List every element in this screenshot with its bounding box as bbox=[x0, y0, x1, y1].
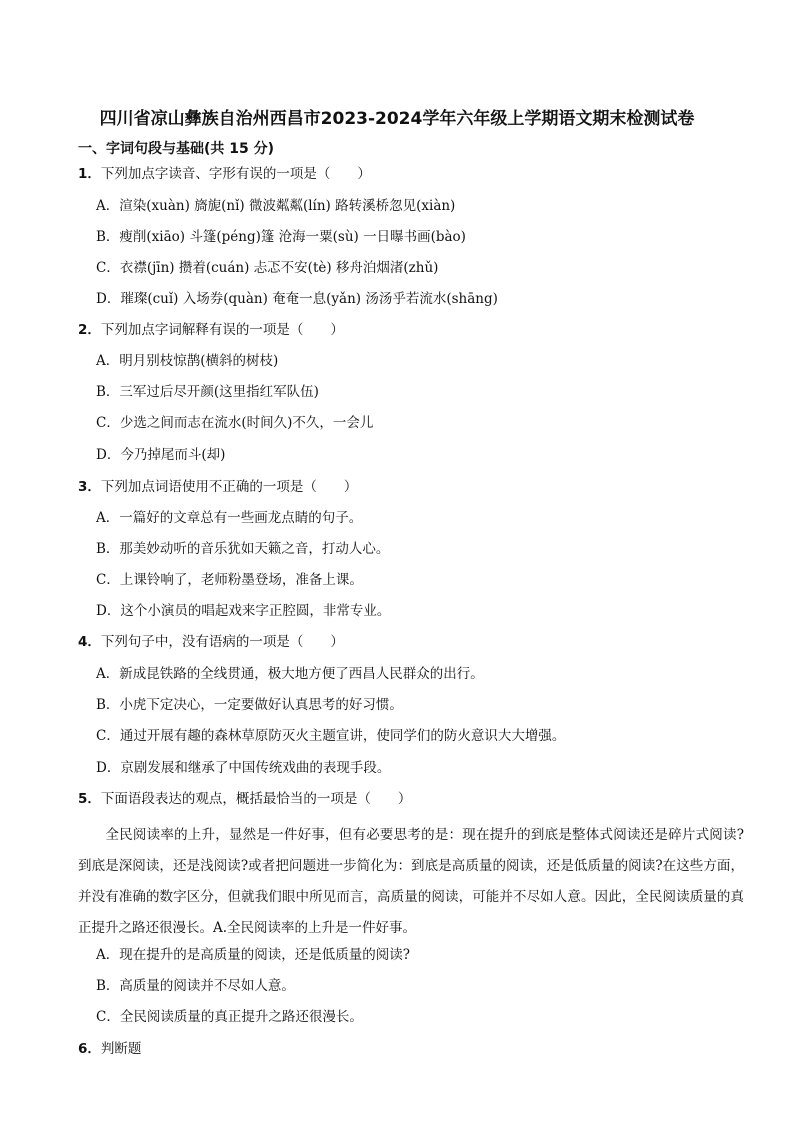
q4-option-a: A．新成昆铁路的全线贯通，极大地方便了西昌人民群众的出行。 bbox=[96, 666, 484, 682]
q5-option-b: B．高质量的阅读并不尽如人意。 bbox=[96, 978, 295, 994]
question-5 bbox=[78, 789, 411, 809]
question-number: 4． bbox=[78, 634, 101, 650]
q1-option-b: B．瘦削(xiāo) 斗篷(péng)篷 沧海一粟(sù) 一日曝书画(bào) bbox=[96, 229, 466, 245]
q1-option-a: A．渲染(xuàn) 旖旎(nǐ) 微波粼粼(lín) 路转溪桥忽见(xiàn) bbox=[96, 198, 456, 214]
section-heading: 一、字词句段与基础(共 15 分) bbox=[78, 141, 275, 157]
question-stem: 下列加点字读音、字形有误的一项是（ ） bbox=[100, 166, 371, 182]
question-stem: 下列句子中，没有语病的一项是（ ） bbox=[100, 634, 344, 650]
question-2 bbox=[78, 320, 344, 340]
q3-option-c: C．上课铃响了，老师粉墨登场，准备上课。 bbox=[96, 572, 363, 588]
question-stem: 下列加点词语使用不正确的一项是（ ） bbox=[100, 479, 358, 495]
q2-option-b: B．三军过后尽开颜(这里指红军队伍) bbox=[96, 384, 319, 400]
q3-option-a: A．一篇好的文章总有一些画龙点睛的句子。 bbox=[96, 510, 363, 526]
question-1 bbox=[78, 164, 371, 184]
q4-option-d: D．京剧发展和继承了中国传统戏曲的表现手段。 bbox=[96, 760, 391, 776]
q4-option-c: C．通过开展有趣的森林草原防灭火主题宣讲，使同学们的防火意识大大增强。 bbox=[96, 728, 566, 744]
question-number: 5． bbox=[78, 791, 101, 807]
q4-option-b: B．小虎下定决心，一定要做好认真思考的好习惯。 bbox=[96, 697, 403, 713]
page-title: 四川省凉山彝族自治州西昌市2023-2024学年六年级上学期语文期末检测试卷 bbox=[99, 109, 695, 129]
q1-option-d: D．璀璨(cuǐ) 入场券(quàn) 奄奄一息(yǎn) 汤汤乎若流水(shāng) bbox=[96, 291, 498, 307]
question-stem: 下面语段表达的观点，概括最恰当的一项是（ ） bbox=[100, 791, 412, 807]
question-number: 2． bbox=[78, 322, 101, 338]
q2-option-c: C．少选之间而志在流水(时间久)不久，一会儿 bbox=[96, 415, 374, 431]
question-4 bbox=[78, 632, 344, 652]
question-number: 6． bbox=[78, 1041, 101, 1057]
q3-option-b: B．那美妙动听的音乐犹如天籁之音，打动人心。 bbox=[96, 541, 390, 557]
q1-option-c: C．衣襟(jīn) 攒着(cuán) 忐忑不安(tè) 移舟泊烟渚(zhǔ) bbox=[96, 260, 439, 276]
q5-passage: 全民阅读率的上升，显然是一件好事，但有必要思考的是：现在提升的到底是整体式阅读还是碎片式阅读?到底是深阅读，还是浅阅读?或者把问题进一步简化为：到底是高质量的阅读，还是低质量的阅读?在这些方面，并没有准确的数字区分，但就我们眼中所见而言，高质量的阅读，可能并不尽如人意。因此，全民阅读质量的真正提升之路还很漫长。A.全民阅读率的上升是一件好事。 bbox=[78, 827, 744, 936]
question-6 bbox=[78, 1039, 141, 1059]
question-number: 3． bbox=[78, 479, 101, 495]
question-3 bbox=[78, 477, 357, 497]
question-number: 1． bbox=[78, 166, 101, 182]
question-stem: 下列加点字词解释有误的一项是（ ） bbox=[100, 322, 344, 338]
q2-option-d: D．今乃掉尾而斗(却) bbox=[96, 447, 226, 463]
question-stem: 判断题 bbox=[100, 1041, 142, 1057]
q5-option-c: C．全民阅读质量的真正提升之路还很漫长。 bbox=[96, 1009, 363, 1025]
q5-option-a: A．现在提升的是高质量的阅读，还是低质量的阅读? bbox=[96, 947, 410, 963]
q3-option-d: D．这个小演员的唱起戏来字正腔圆，非常专业。 bbox=[96, 603, 391, 619]
q2-option-a: A．明月别枝惊鹊(横斜的树枝) bbox=[96, 353, 279, 369]
